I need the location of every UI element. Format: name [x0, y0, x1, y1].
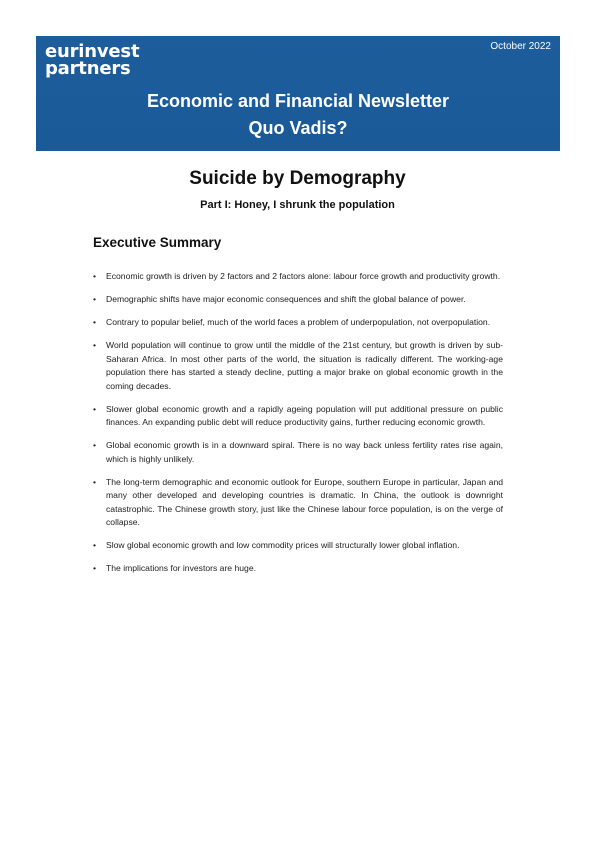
summary-bullet: • Demographic shifts have major economic consequences and shift the global balance of power.: [93, 293, 503, 307]
summary-bullet: • The long-term demographic and economic outlook for Europe, southern Europe in particular, Japan and many other developed and developing countries is dramatic. In China, the outlook is downright catastrophic. The Chinese growth story, just like the Chinese labour force population, is on the verge of collapse.: [93, 476, 503, 530]
summary-bullet: • Global economic growth is in a downward spiral. There is no way back unless fertility rates rise again, which is highly unlikely.: [93, 439, 503, 466]
summary-bullet: • Slower global economic growth and a rapidly ageing population will put additional pressure on public finances. An expanding public debt will reduce productivity gains, further reducing economic growth.: [93, 403, 503, 430]
document-title: Suicide by Demography: [189, 168, 406, 189]
executive-summary-list: [93, 270, 503, 585]
header-banner: [36, 36, 560, 151]
newsletter-title-line-2: Quo Vadis?: [248, 118, 348, 138]
logo-line-2: partners: [45, 58, 131, 79]
newsletter-title-line-1: Economic and Financial Newsletter: [146, 91, 450, 111]
summary-bullet: • World population will continue to grow until the middle of the 21st century, but growth is driven by sub-Saharan Africa. In most other parts of the world, the situation is radically different. The working-age population there has started a steady decline, putting a major brake on global economic growth in the coming decades.: [93, 339, 503, 393]
logo-line-1: eurinvest: [45, 41, 140, 62]
summary-bullet: • Economic growth is driven by 2 factors and 2 factors alone: labour force growth and productivity growth.: [93, 270, 503, 284]
company-logo: [45, 43, 139, 77]
document-subtitle: Part I: Honey, I shrunk the population: [200, 199, 395, 211]
newsletter-title: [36, 88, 560, 142]
summary-bullet: • Contrary to popular belief, much of the world faces a problem of underpopulation, not overpopulation.: [93, 316, 503, 330]
summary-bullet: • The implications for investors are huge.: [93, 562, 503, 576]
summary-bullet: • Slow global economic growth and low commodity prices will structurally lower global inflation.: [93, 539, 503, 553]
newsletter-date: October 2022: [490, 41, 551, 52]
section-heading: Executive Summary: [93, 235, 222, 250]
